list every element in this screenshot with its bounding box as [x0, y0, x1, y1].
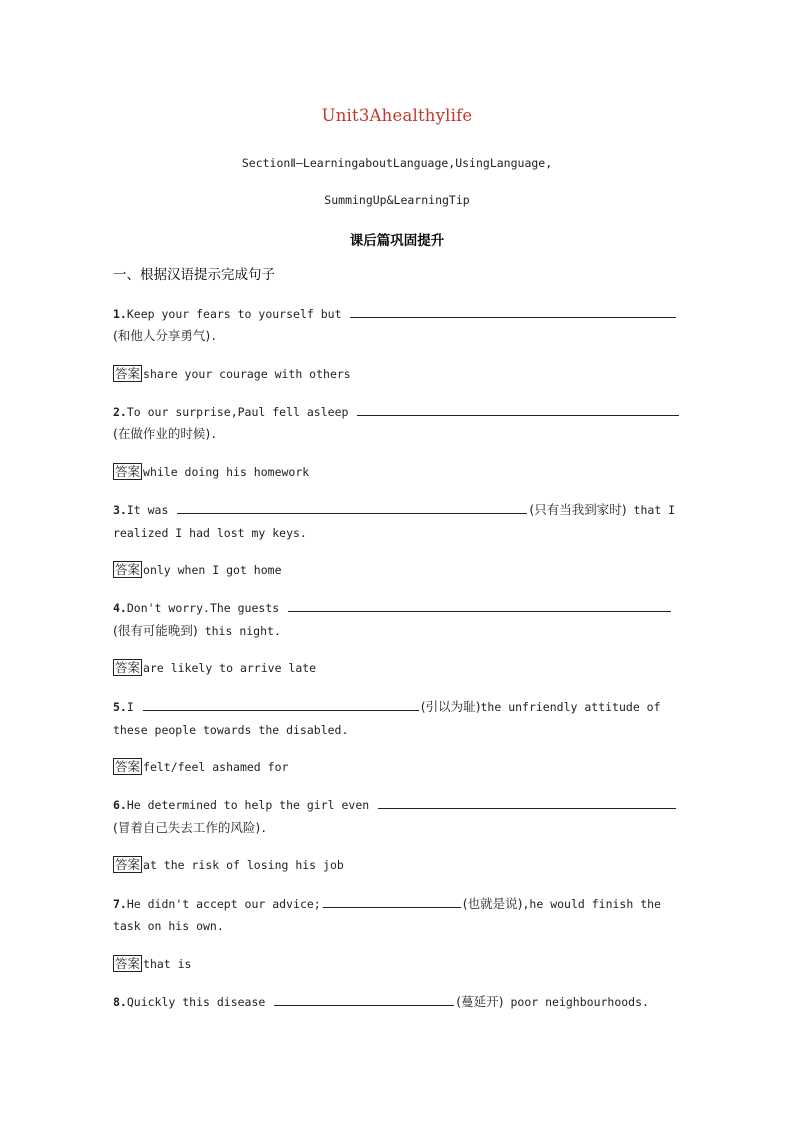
- answer-3: [113, 561, 282, 578]
- question-text: To our surprise,Paul fell asleep: [126, 405, 349, 419]
- answer-text: while doing his homework: [143, 465, 310, 479]
- question-3: [113, 501, 675, 518]
- section-subtitle-line2: SummingUp&LearningTip: [324, 193, 470, 207]
- question-text: He didn't accept our advice;: [126, 897, 321, 911]
- question-7: [113, 895, 661, 912]
- answer-blank[interactable]: [378, 796, 676, 809]
- question-text-end: ,he would finish the: [522, 897, 661, 911]
- question-5-line2: these people towards the disabled.: [113, 723, 349, 737]
- question-number: 4.: [113, 601, 127, 615]
- question-4: [113, 599, 673, 616]
- chinese-hint: (很有可能晚到): [113, 623, 198, 638]
- question-number: 8.: [113, 995, 127, 1009]
- question-text: Don't worry.The guests: [126, 601, 280, 615]
- answer-text: felt/feel ashamed for: [143, 760, 289, 774]
- answer-text: only when I got home: [143, 563, 282, 577]
- answer-label: 答案: [115, 562, 141, 577]
- answer-label: 答案: [115, 464, 141, 479]
- question-3-line2: realized I had lost my keys.: [113, 526, 307, 540]
- section-subtitle-line1: SectionⅡ—LearningaboutLanguage,UsingLanguage,: [241, 156, 553, 170]
- chinese-hint: (引以为耻): [420, 699, 481, 714]
- question-text-end: .: [210, 329, 218, 343]
- answer-7: [113, 955, 191, 972]
- question-text-end: poor neighbourhoods.: [510, 995, 649, 1009]
- question-number: 3.: [113, 503, 127, 517]
- question-1: [113, 305, 678, 322]
- answer-label: 答案: [115, 857, 141, 872]
- answer-2: [113, 463, 309, 480]
- question-7-line2: task on his own.: [113, 919, 224, 933]
- answer-blank[interactable]: [357, 403, 679, 416]
- answer-label: 答案: [115, 366, 141, 381]
- question-number: 2.: [113, 405, 127, 419]
- answer-blank[interactable]: [323, 895, 461, 908]
- practice-section-title: 课后篇巩固提升: [349, 233, 445, 249]
- answer-blank[interactable]: [288, 599, 671, 612]
- question-number: 7.: [113, 897, 127, 911]
- question-text-end: .: [210, 427, 218, 441]
- question-number: 6.: [113, 798, 127, 812]
- answer-1: [113, 365, 351, 382]
- unit-title: Unit3Ahealthylife: [321, 106, 473, 125]
- question-text: He determined to help the girl even: [126, 798, 370, 812]
- chinese-hint: (和他人分享勇气): [113, 328, 211, 343]
- chinese-hint: (只有当我到家时): [529, 502, 627, 517]
- answer-text: share your courage with others: [143, 367, 351, 381]
- question-2: [113, 403, 681, 420]
- part-heading: 一、根据汉语提示完成句子: [113, 267, 275, 283]
- answer-blank[interactable]: [350, 305, 676, 318]
- answer-blank[interactable]: [274, 993, 454, 1006]
- question-text: I: [126, 700, 134, 714]
- answer-4: [113, 659, 316, 676]
- question-2-line2: [113, 426, 217, 442]
- question-text: Quickly this disease: [126, 995, 266, 1009]
- question-6: [113, 796, 678, 813]
- question-text-end: this night.: [204, 624, 281, 638]
- answer-blank[interactable]: [143, 698, 419, 711]
- question-1-line2: [113, 328, 217, 344]
- question-number: 5.: [113, 700, 127, 714]
- answer-label: 答案: [115, 660, 141, 675]
- chinese-hint: (冒着自己失去工作的风险): [113, 820, 261, 835]
- answer-6: [113, 856, 344, 873]
- answer-text: that is: [143, 957, 192, 971]
- question-text: Keep your fears to yourself but: [126, 307, 342, 321]
- chinese-hint: (在做作业的时候): [113, 426, 211, 441]
- question-text-end: .: [260, 821, 268, 835]
- answer-label: 答案: [115, 956, 141, 971]
- question-text-end: that I: [633, 503, 676, 517]
- answer-text: are likely to arrive late: [143, 661, 317, 675]
- answer-label: 答案: [115, 759, 141, 774]
- question-text-end: the unfriendly attitude of: [480, 700, 661, 714]
- chinese-hint: (蔓延开): [456, 994, 504, 1009]
- question-8: [113, 993, 649, 1010]
- question-text: It was: [126, 503, 169, 517]
- question-5: [113, 698, 661, 715]
- answer-5: [113, 758, 288, 775]
- question-6-line2: [113, 820, 267, 836]
- answer-text: at the risk of losing his job: [143, 858, 344, 872]
- question-4-line2: [113, 623, 281, 639]
- answer-blank[interactable]: [177, 501, 527, 514]
- question-number: 1.: [113, 307, 127, 321]
- chinese-hint: (也就是说): [462, 896, 523, 911]
